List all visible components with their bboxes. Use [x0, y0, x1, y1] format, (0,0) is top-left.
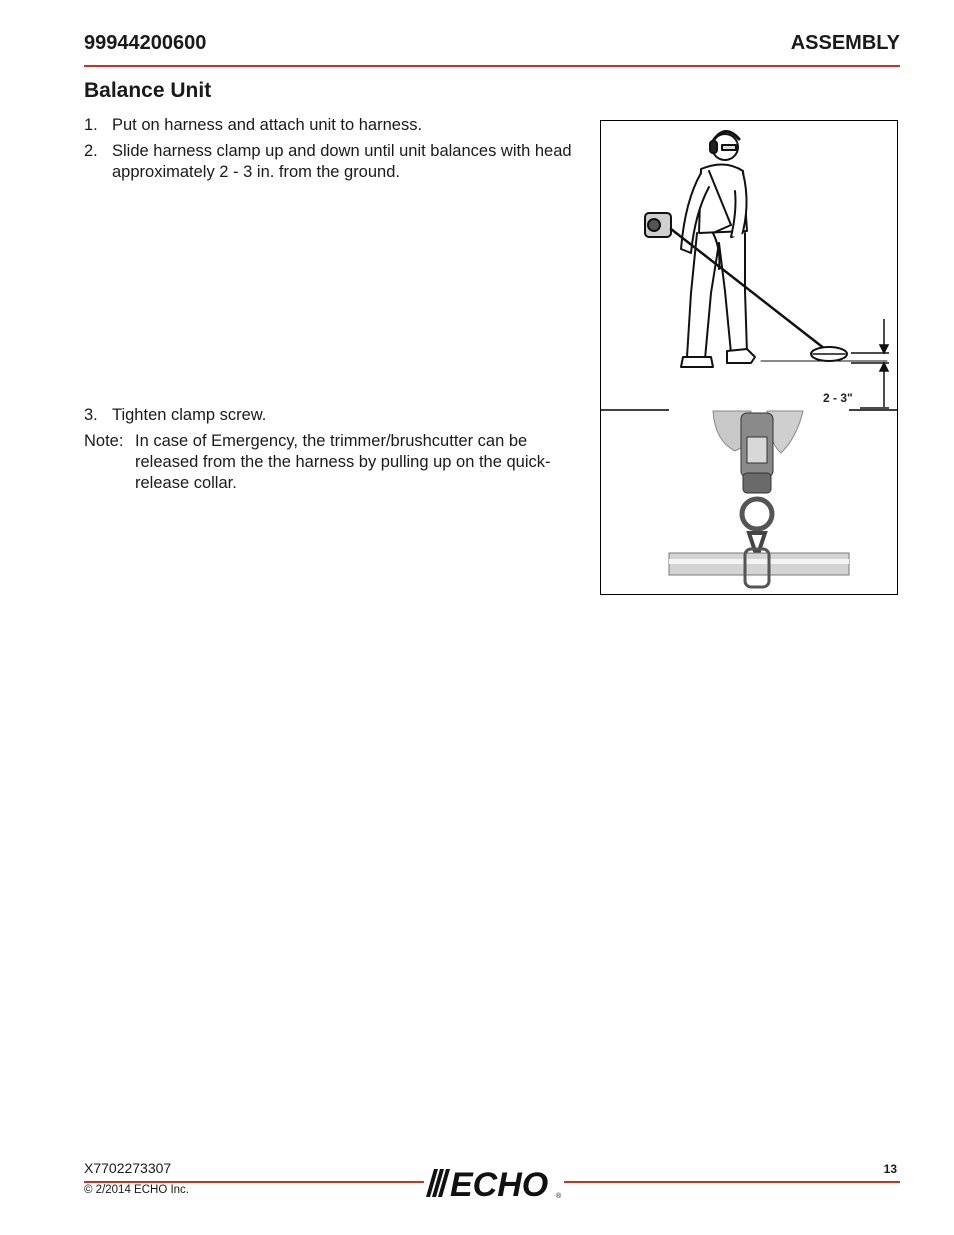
step-number: 3.	[84, 406, 98, 424]
section-title: ASSEMBLY	[790, 32, 900, 54]
footer-divider-left	[84, 1181, 424, 1183]
document-number: 99944200600	[84, 32, 207, 54]
step-text: Put on harness and attach unit to harness.	[112, 116, 423, 134]
step-text: Slide harness clamp up and down until unit balances with head approximately 2 - 3 in. from the ground.	[112, 142, 572, 181]
svg-text:®: ®	[556, 1193, 562, 1199]
part-number: X7702273307	[84, 1160, 172, 1176]
step-2	[84, 141, 594, 183]
copyright: © 2/2014 ECHO Inc.	[84, 1184, 189, 1196]
note-label: Note:	[84, 432, 124, 450]
quick-release-photo	[669, 410, 849, 594]
step-3	[84, 405, 594, 426]
dimension-label: 2 - 3"	[823, 391, 853, 405]
emergency-note	[84, 431, 564, 494]
step-1	[84, 115, 594, 136]
logo-wordmark: ECHO	[450, 1166, 549, 1199]
page-header	[84, 30, 900, 68]
page-title: Balance Unit	[84, 79, 212, 102]
balance-illustration	[601, 121, 897, 594]
step-number: 1.	[84, 116, 98, 134]
operator-drawing	[645, 131, 887, 367]
balance-figure	[600, 120, 898, 595]
page-number: 13	[883, 1162, 897, 1176]
footer-divider-right	[564, 1181, 900, 1183]
step-number: 2.	[84, 142, 98, 160]
height-dimension	[851, 319, 889, 408]
echo-logo	[420, 1165, 566, 1199]
step-text: Tighten clamp screw.	[112, 406, 267, 424]
note-text: In case of Emergency, the trimmer/brushcutter can be released from the the harness by pulling up on the quick-release collar.	[135, 432, 551, 492]
header-divider	[84, 65, 900, 67]
